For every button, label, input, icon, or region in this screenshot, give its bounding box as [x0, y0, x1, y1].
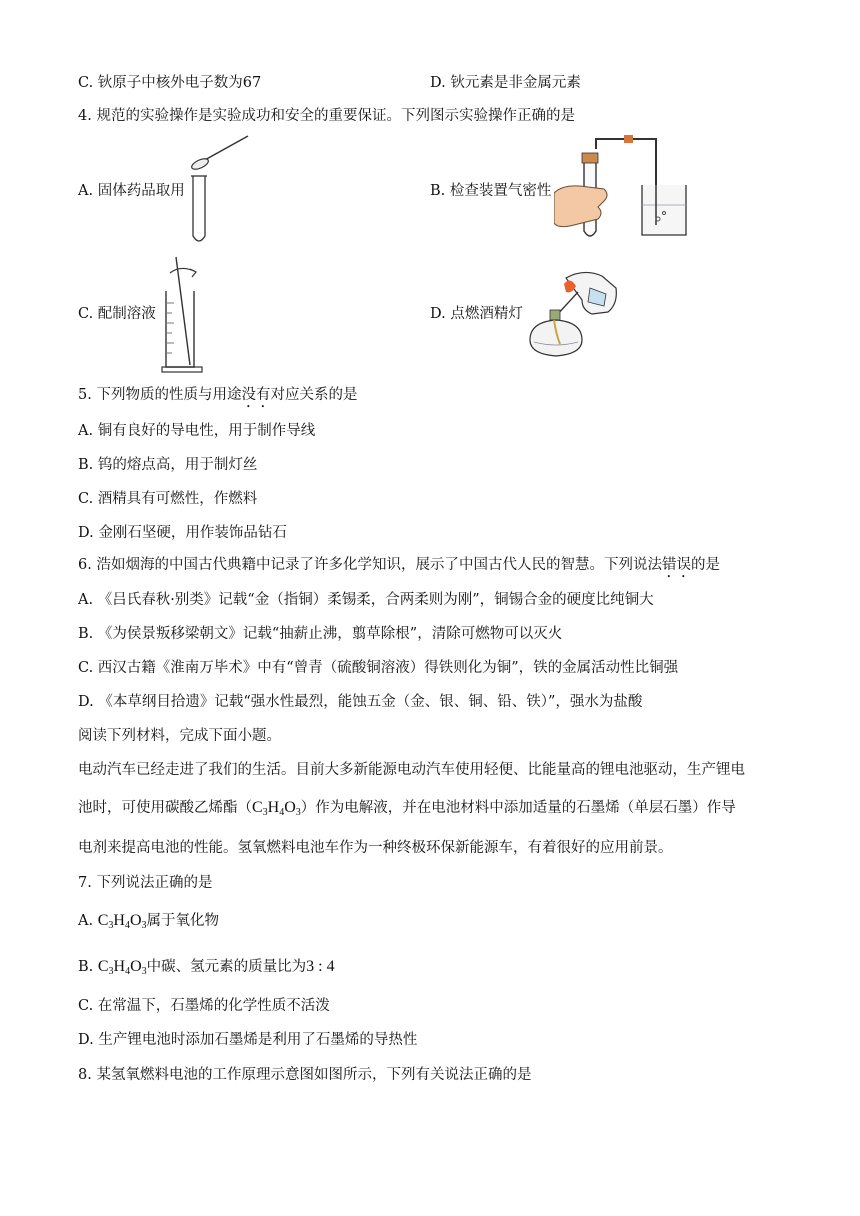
spoon-test-tube-figure — [188, 132, 258, 248]
q5-stem-post: 对应关系的是 — [270, 387, 358, 403]
q8-stem: 8. 某氢氧燃料电池的工作原理示意图如图所示，下列有关说法正确的是 — [78, 1067, 532, 1083]
q6-stem-emphasis: 错误 — [661, 557, 691, 573]
q4-option-b: B. 检查装置气密性 — [430, 183, 552, 199]
q6-option-c: C. 西汉古籍《淮南万毕术》中有“曾青（硫酸铜溶液）得铁则化为铜”，铁的金属活动性比铜强 — [78, 660, 679, 676]
formula-ethylene-carbonate: $C_3H_4O_3$ — [252, 799, 301, 818]
reading-line-2-pre: 池时，可使用碳酸乙烯酯（ — [78, 800, 252, 816]
q4-option-d: D. 点燃酒精灯 — [430, 306, 523, 322]
q5-option-d: D. 金刚石坚硬，用作装饰品钻石 — [78, 525, 287, 541]
formula-ethylene-carbonate: $C_3H_4O_3$ — [97, 912, 147, 931]
reading-paragraph-line-1: 电动汽车已经走进了我们的生活。目前大多新能源电动汽车使用轻便、比能量高的锂电池驱动，生产锂电 — [78, 762, 745, 778]
q6-stem — [78, 555, 720, 581]
q5-stem — [78, 385, 357, 411]
q4-option-a: A. 固体药品取用 — [78, 183, 185, 199]
q3-option-d: D. 钬元素是非金属元素 — [430, 75, 581, 91]
q5-option-a: A. 铜有良好的导电性，用于制作导线 — [78, 423, 316, 439]
q5-option-c: C. 酒精具有可燃性，作燃料 — [78, 491, 258, 507]
reading-paragraph-line-2 — [78, 798, 736, 823]
q6-option-d: D. 《本草纲目拾遗》记载“强水性最烈，能蚀五金（金、银、铜、铅、铁）”，强水为盐酸 — [78, 694, 643, 710]
q7-stem: 7. 下列说法正确的是 — [78, 875, 213, 891]
mass-ratio: 3 : 4 — [306, 958, 335, 975]
q7-option-c: C. 在常温下，石墨烯的化学性质不活泼 — [78, 998, 330, 1014]
q6-stem-post: 的是 — [690, 557, 720, 573]
q7-option-b: B. $C_3H_4O_3$中碳、氢元素的质量比为3 : 4 — [78, 958, 335, 977]
reading-line-2-post: ）作为电解液，并在电池材料中添加适量的石墨烯（单层石墨）作导 — [300, 800, 736, 816]
reading-intro: 阅读下列材料，完成下面小题。 — [78, 728, 281, 744]
graduated-cylinder-figure — [160, 255, 220, 375]
q6-stem-pre: 6. 浩如烟海的中国古代典籍中记录了许多化学知识，展示了中国古代人民的智慧。下列说法 — [78, 557, 662, 573]
formula-ethylene-carbonate: $C_3H_4O_3$ — [97, 958, 147, 977]
q5-stem-emphasis: 没有 — [241, 387, 271, 403]
q5-option-b: B. 钨的熔点高，用于制灯丝 — [78, 457, 258, 473]
q7-option-d: D. 生产锂电池时添加石墨烯是利用了石墨烯的导热性 — [78, 1032, 418, 1048]
q6-option-a: A. 《吕氏春秋·别类》记载“金（指铜）柔锡柔，合两柔则为刚”，铜锡合金的硬度比纯铜大 — [78, 592, 654, 608]
q4-stem: 4. 规范的实验操作是实验成功和安全的重要保证。下列图示实验操作正确的是 — [78, 108, 575, 124]
q7-option-a: A. $C_3H_4O_3$属于氧化物 — [78, 912, 219, 931]
airtightness-check-figure — [554, 135, 704, 245]
reading-paragraph-line-3: 电剂来提高电池的性能。氢氧燃料电池车作为一种终极环保新能源车，有着很好的应用前景。 — [78, 840, 673, 856]
q4-option-c: C. 配制溶液 — [78, 306, 156, 322]
q3-option-c: C. 钬原子中核外电子数为67 — [78, 75, 262, 91]
q6-option-b: B. 《为侯景叛移梁朝文》记载“抽薪止沸，翦草除根”，清除可燃物可以灭火 — [78, 626, 563, 642]
alcohol-lamp-figure — [526, 270, 622, 360]
q5-stem-pre: 5. 下列物质的性质与用途 — [78, 387, 242, 403]
